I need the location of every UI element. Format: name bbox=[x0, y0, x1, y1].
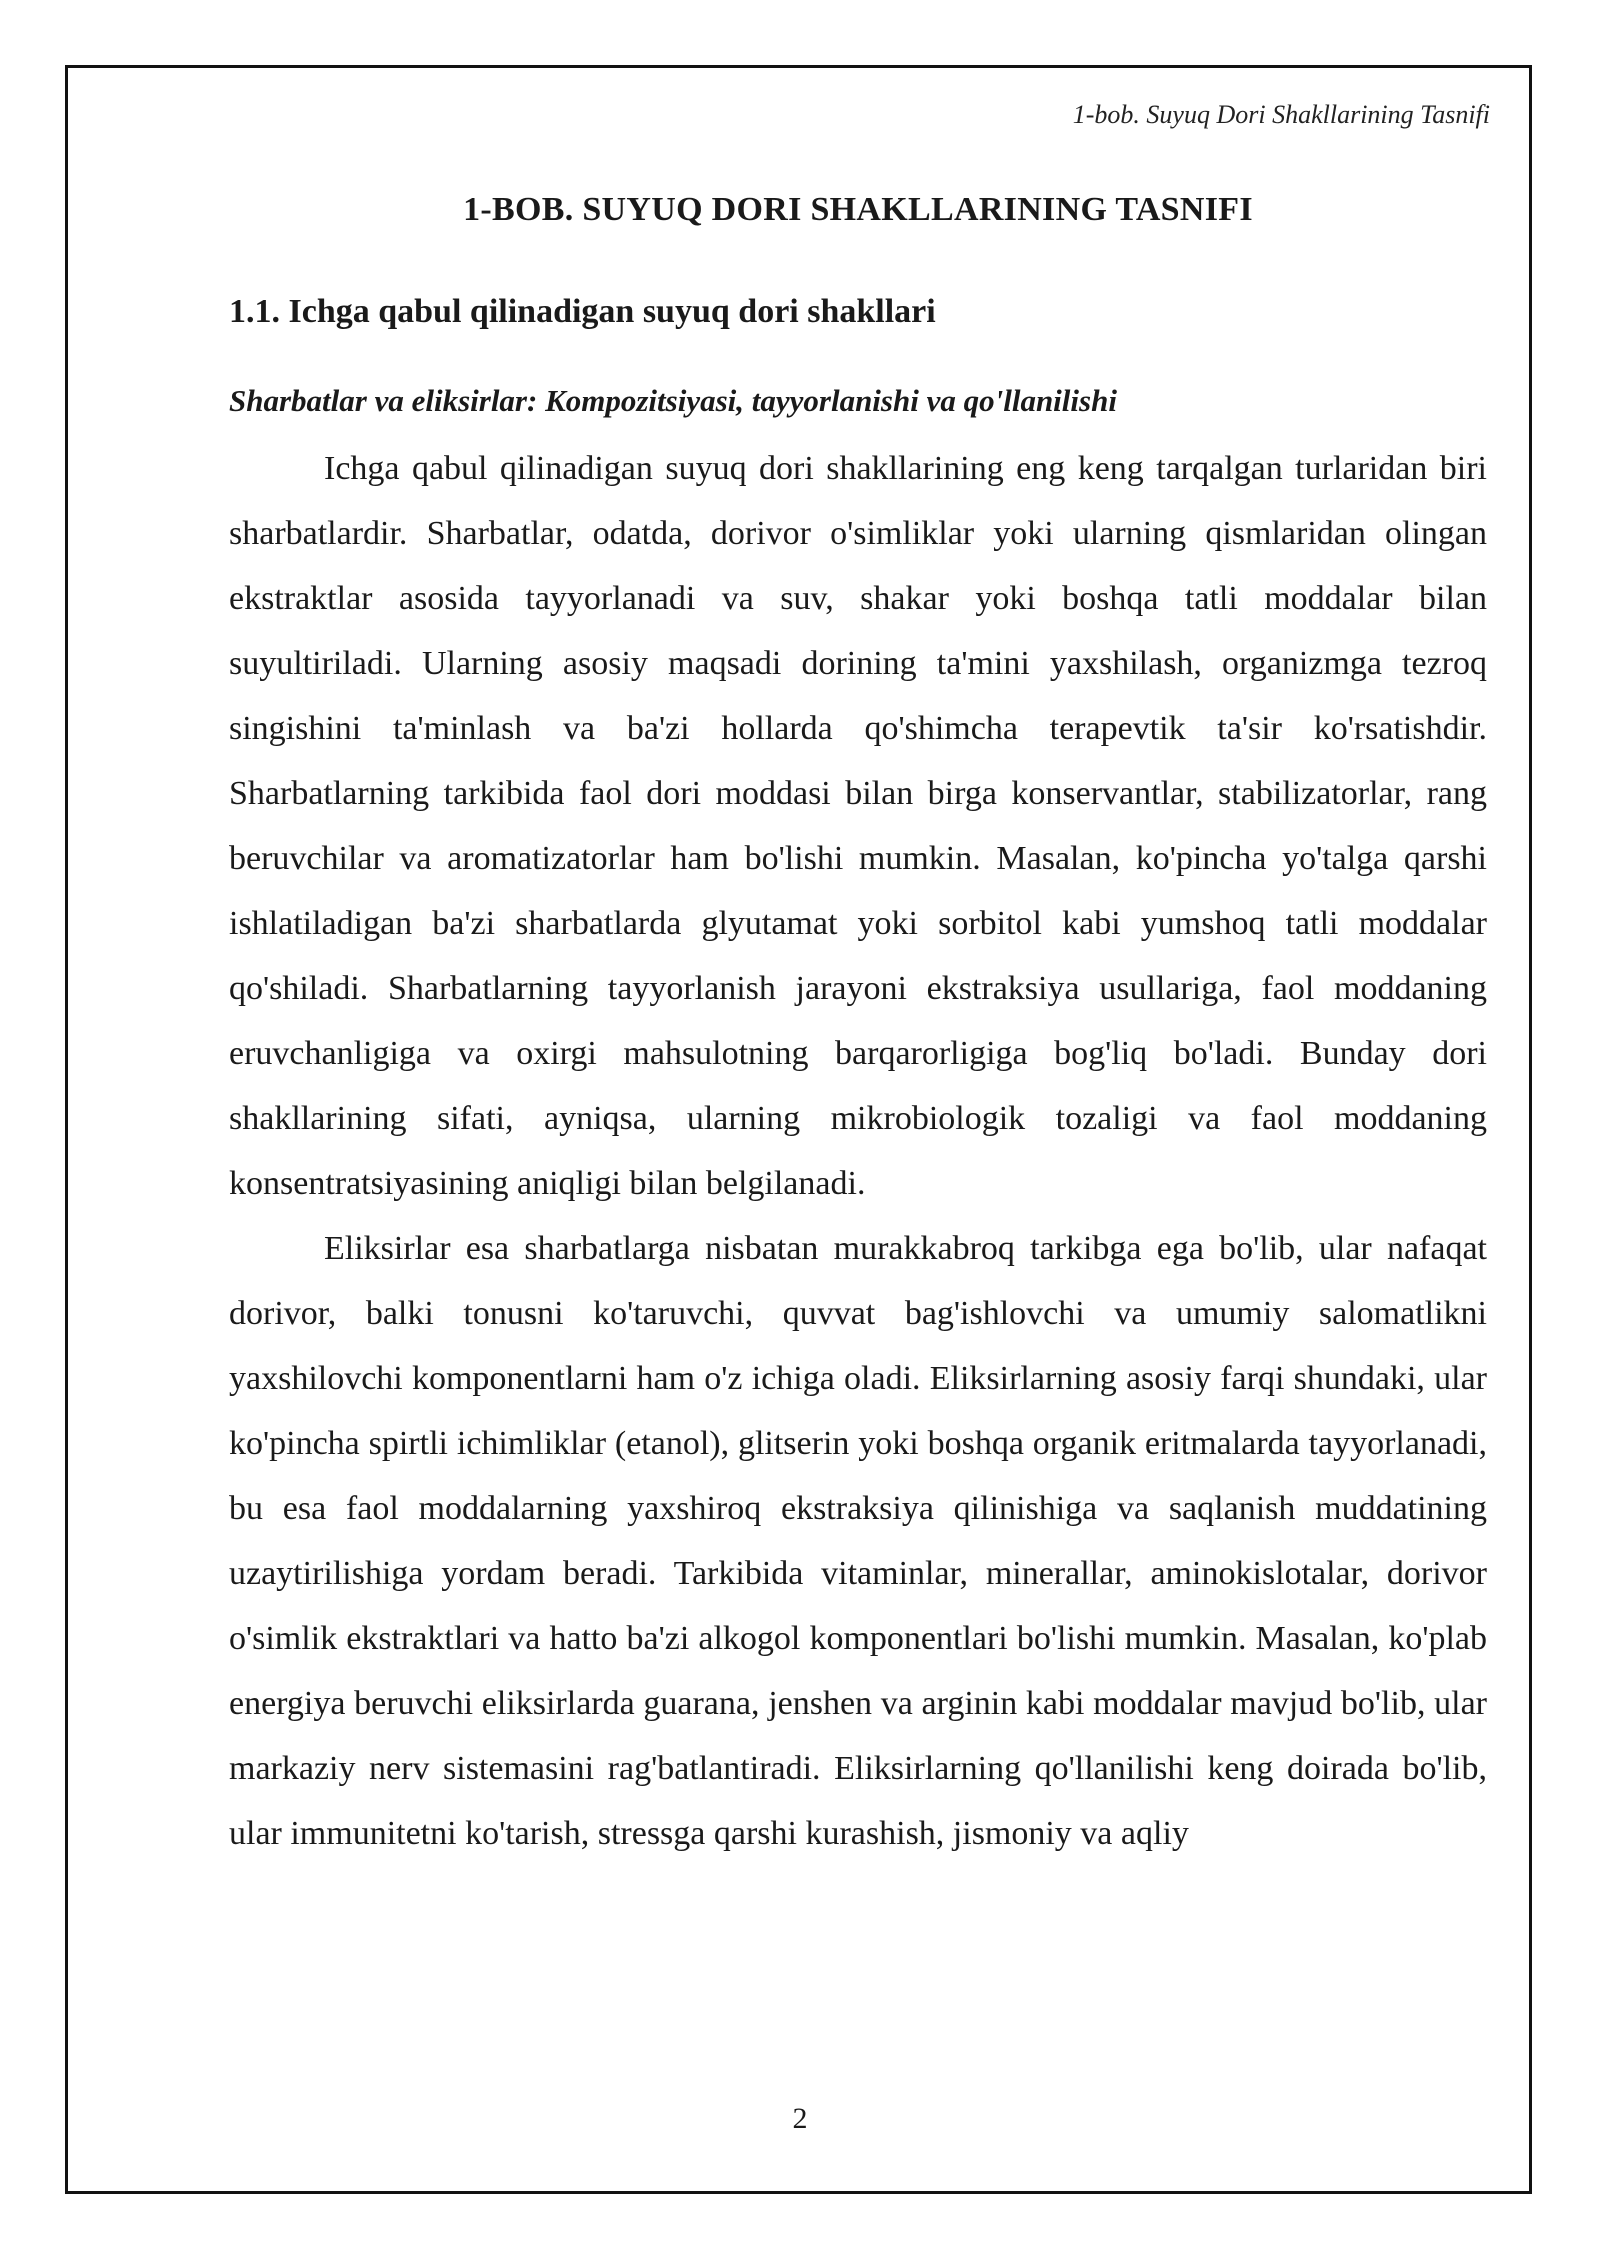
body-paragraph: Ichga qabul qilinadigan suyuq dori shakllarining eng keng tarqalgan turlaridan biri sharbatlardir. Sharbatlar, odatda, dorivor o'simliklar yoki ularning qismlaridan olingan ekstraktlar asosida tayyorlanadi va suv, shakar yoki boshqa tatli moddalar bilan suyultiriladi. Ularning asosiy maqsadi dorining ta'mini yaxshilash, organizmga tezroq singishini ta'minlash va ba'zi hollarda qo'shimcha terapevtik ta'sir ko'rsatishdir. Sharbatlarning tarkibida faol dori moddasi bilan birga konservantlar, stabilizatorlar, rang beruvchilar va aromatizatorlar ham bo'lishi mumkin. Masalan, ko'pincha yo'talga qarshi ishlatiladigan ba'zi sharbatlarda glyutamat yoki sorbitol kabi yumshoq tatli moddalar qo'shiladi. Sharbatlarning tayyorlanish jarayoni ekstraksiya usullariga, faol moddaning eruvchanligiga va oxirgi mahsulotning barqarorligiga bog'liq bo'ladi. Bunday dori shakllarining sifati, ayniqsa, ularning mikrobiologik tozaligi va faol moddaning konsentratsiyasining aniqligi bilan belgilanadi. bbox=[229, 450, 1487, 1202]
chapter-title: 1-BOB. SUYUQ DORI SHAKLLARINING TASNIFI bbox=[463, 191, 1253, 228]
section-title: 1.1. Ichga qabul qilinadigan suyuq dori shakllari bbox=[229, 293, 936, 330]
running-header: 1-bob. Suyuq Dori Shakllarining Tasnifi bbox=[1072, 100, 1490, 129]
body-paragraph: Eliksirlar esa sharbatlarga nisbatan murakkabroq tarkibga ega bo'lib, ular nafaqat dorivor, balki tonusni ko'taruvchi, quvvat bag'ishlovchi va umumiy salomatlikni yaxshilovchi komponentlarni ham o'z ichiga oladi. Eliksirlarning asosiy farqi shundaki, ular ko'pincha spirtli ichimliklar (etanol), glitserin yoki boshqa organik eritmalarda tayyorlanadi, bu esa faol moddalarning yaxshiroq ekstraksiya qilinishiga va saqlanish muddatining uzaytirilishiga yordam beradi. Tarkibida vitaminlar, minerallar, aminokislotalar, dorivor o'simlik ekstraktlari va hatto ba'zi alkogol komponentlari bo'lishi mumkin. Masalan, ko'plab energiya beruvchi eliksirlarda guarana, jenshen va arginin kabi moddalar mavjud bo'lib, ular markaziy nerv sistemasini rag'batlantiradi. Eliksirlarning qo'llanilishi keng doirada bo'lib, ular immunitetni ko'tarish, stressga qarshi kurashish, jismoniy va aqliy bbox=[229, 1230, 1487, 1852]
page-number: 2 bbox=[792, 2102, 808, 2135]
subsection-title: Sharbatlar va eliksirlar: Kompozitsiyasi, tayyorlanishi va qo'llanilishi bbox=[229, 383, 1117, 418]
page-content bbox=[229, 190, 1487, 1866]
